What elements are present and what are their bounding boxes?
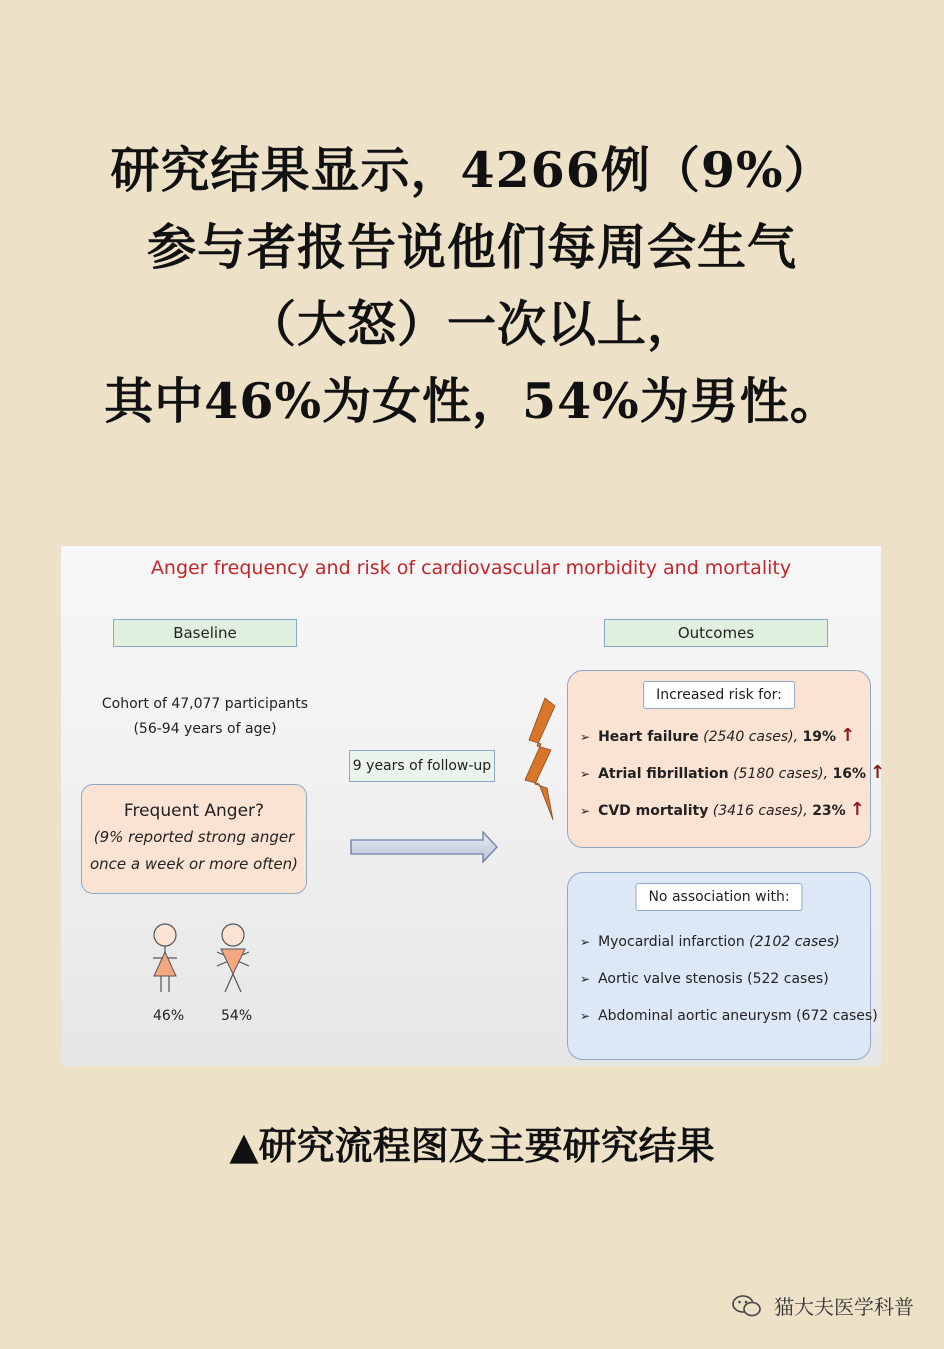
anger-sub-line-2: once a week or more often) — [89, 855, 299, 873]
headline — [0, 132, 944, 440]
anger-sub-line-1: (9% reported strong anger — [93, 828, 295, 846]
anger-subtitle — [82, 824, 306, 878]
increased-risk-box — [567, 670, 886, 848]
arrowhead-bullet-icon: ➢ — [580, 1009, 591, 1023]
outcome-name: CVD mortality — [598, 803, 709, 819]
outcome-percent: 23% — [812, 803, 846, 819]
headline-line-3: （大怒）一次以上， — [246, 295, 697, 353]
male-figure-icon — [213, 922, 253, 996]
baseline-label: Baseline — [173, 624, 237, 642]
list-item — [580, 929, 878, 966]
frequent-anger-box — [81, 784, 307, 894]
followup-box — [349, 750, 495, 782]
increased-risk-header: Increased risk for: — [643, 681, 795, 709]
up-arrow-icon: ↑ — [840, 725, 856, 746]
up-arrow-icon: ↑ — [849, 799, 865, 820]
outcome-name: Aortic valve stenosis — [598, 971, 743, 987]
right-arrow-icon — [349, 830, 501, 864]
outcome-cases: (5180 cases), — [733, 766, 829, 782]
outcome-name: Heart failure — [598, 729, 699, 745]
outcome-cases: (672 cases) — [796, 1008, 878, 1024]
arrowhead-bullet-icon: ➢ — [580, 935, 591, 949]
outcome-name: Myocardial infarction — [598, 934, 745, 950]
female-percent: 46% — [153, 1008, 185, 1024]
list-item — [580, 797, 885, 834]
male-percent: 54% — [221, 1008, 253, 1024]
outcome-cases: (3416 cases), — [712, 803, 808, 819]
list-item — [580, 760, 885, 797]
outcome-cases: (2540 cases), — [703, 729, 799, 745]
arrowhead-bullet-icon: ➢ — [580, 972, 591, 986]
arrowhead-bullet-icon: ➢ — [580, 767, 591, 781]
outcomes-tag — [604, 619, 828, 647]
wechat-icon — [732, 1294, 762, 1318]
watermark-text: 猫大夫医学科普 — [774, 1295, 914, 1319]
no-association-list — [580, 929, 878, 1040]
list-item — [580, 966, 878, 1003]
list-item — [580, 1003, 878, 1040]
increased-risk-list — [580, 723, 885, 834]
baseline-tag — [113, 619, 297, 647]
outcome-cases: (522 cases) — [747, 971, 829, 987]
watermark — [732, 1291, 914, 1320]
arrowhead-bullet-icon: ➢ — [580, 804, 591, 818]
study-figure — [61, 546, 886, 1066]
no-association-header: No association with: — [635, 883, 802, 911]
cohort-description — [85, 692, 325, 742]
list-item — [580, 723, 885, 760]
outcomes-label: Outcomes — [677, 624, 755, 642]
no-association-box — [567, 872, 878, 1060]
arrowhead-bullet-icon: ➢ — [580, 730, 591, 744]
followup-label: 9 years of follow-up — [352, 758, 492, 774]
headline-line-2: 参与者报告说他们每周会生气 — [146, 218, 797, 276]
outcome-cases: (2102 cases) — [749, 934, 840, 950]
figure-caption: ▲研究流程图及主要研究结果 — [229, 1123, 715, 1168]
female-figure-icon — [147, 922, 183, 996]
figure-title: Anger frequency and risk of cardiovascular morbidity and mortality — [150, 557, 792, 579]
outcome-percent: 19% — [802, 729, 837, 745]
cohort-line-2: (56-94 years of age) — [133, 721, 277, 737]
anger-title: Frequent Anger? — [123, 801, 265, 821]
lightning-icon — [523, 696, 557, 822]
outcome-name: Abdominal aortic aneurysm — [598, 1008, 792, 1024]
headline-line-4: 其中46%为女性，54%为男性。 — [104, 372, 840, 430]
headline-line-1: 研究结果显示，4266例（9%） — [110, 141, 834, 199]
outcome-percent: 16% — [832, 766, 866, 782]
up-arrow-icon: ↑ — [870, 762, 886, 783]
outcome-name: Atrial fibrillation — [598, 766, 729, 782]
cohort-line-1: Cohort of 47,077 participants — [101, 696, 309, 712]
